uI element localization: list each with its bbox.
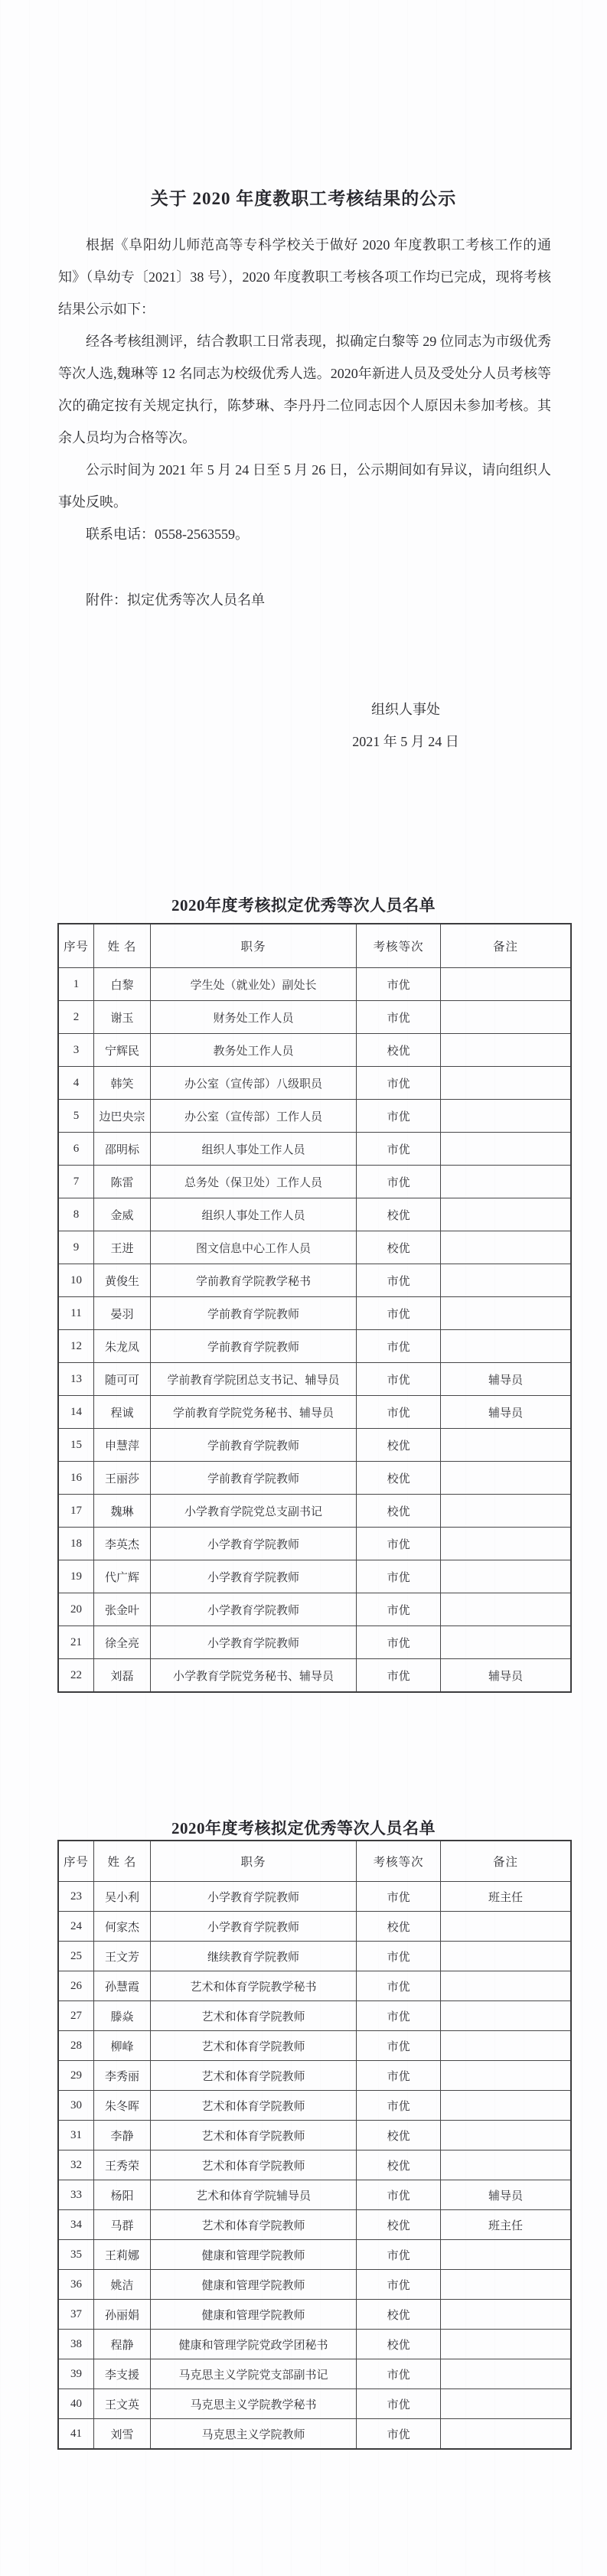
cell-grade: 校优 (357, 1231, 441, 1264)
cell-grade: 市优 (357, 1396, 441, 1429)
cell-index: 34 (58, 2210, 94, 2240)
cell-index: 19 (58, 1560, 94, 1593)
cell-grade: 市优 (357, 2419, 441, 2450)
cell-grade: 校优 (357, 1198, 441, 1231)
table-row (58, 1198, 571, 1231)
cell-position: 马克思主义学院教学秘书 (150, 2389, 356, 2419)
cell-index: 26 (58, 1971, 94, 2001)
table-row (58, 1396, 571, 1429)
cell-remark (441, 2359, 571, 2389)
cell-name: 金威 (94, 1198, 151, 1231)
cell-grade: 校优 (357, 2150, 441, 2180)
column-header: 序号 (58, 924, 94, 968)
cell-remark (441, 1198, 571, 1231)
cell-name: 韩笑 (94, 1067, 151, 1100)
cell-grade: 校优 (357, 1912, 441, 1942)
cell-position: 艺术和体育学院教师 (150, 2091, 356, 2121)
column-header: 考核等次 (357, 924, 441, 968)
cell-position: 学前教育学院党务秘书、辅导员 (150, 1396, 356, 1429)
roster-table-2 (57, 1840, 572, 2450)
table-row (58, 2121, 571, 2150)
cell-position: 办公室（宣传部）工作人员 (150, 1100, 356, 1133)
cell-grade: 市优 (357, 1001, 441, 1034)
cell-index: 13 (58, 1363, 94, 1396)
table-row (58, 1133, 571, 1166)
column-header: 职务 (150, 1841, 356, 1882)
column-header: 姓 名 (94, 1841, 151, 1882)
column-header: 备注 (441, 1841, 571, 1882)
cell-index: 6 (58, 1133, 94, 1166)
paragraph-attachment: 附件：拟定优秀等次人员名单 (86, 592, 265, 608)
cell-name: 李英杰 (94, 1528, 151, 1560)
cell-index: 14 (58, 1396, 94, 1429)
table-row (58, 2061, 571, 2091)
cell-index: 36 (58, 2270, 94, 2300)
cell-name: 代广辉 (94, 1560, 151, 1593)
cell-remark (441, 1001, 571, 1034)
cell-index: 38 (58, 2330, 94, 2359)
cell-name: 王文芳 (94, 1942, 151, 1971)
table-header-row (58, 924, 571, 968)
cell-index: 35 (58, 2240, 94, 2270)
cell-grade: 市优 (357, 2091, 441, 2121)
column-header: 考核等次 (357, 1841, 441, 1882)
cell-remark (441, 2419, 571, 2450)
table-row (58, 968, 571, 1001)
cell-remark (441, 2001, 571, 2031)
table-row (58, 1297, 571, 1330)
cell-grade: 市优 (357, 1971, 441, 2001)
table-row (58, 1560, 571, 1593)
cell-position: 学前教育学院教师 (150, 1330, 356, 1363)
cell-position: 小学教育学院教师 (150, 1560, 356, 1593)
cell-grade: 校优 (357, 2210, 441, 2240)
cell-name: 孙慧霞 (94, 1971, 151, 2001)
cell-position: 办公室（宣传部）八级职员 (150, 1067, 356, 1100)
cell-position: 图文信息中心工作人员 (150, 1231, 356, 1264)
cell-index: 17 (58, 1495, 94, 1528)
table-row (58, 1034, 571, 1067)
cell-grade: 市优 (357, 2001, 441, 2031)
cell-name: 吴小利 (94, 1882, 151, 1912)
cell-position: 组织人事处工作人员 (150, 1133, 356, 1166)
cell-position: 总务处（保卫处）工作人员 (150, 1166, 356, 1198)
cell-name: 朱冬晖 (94, 2091, 151, 2121)
column-header: 序号 (58, 1841, 94, 1882)
roster-table-1 (57, 923, 572, 1693)
cell-grade: 市优 (357, 1166, 441, 1198)
cell-name: 李支援 (94, 2359, 151, 2389)
table-row (58, 2091, 571, 2121)
table-row (58, 1626, 571, 1659)
cell-remark (441, 2061, 571, 2091)
cell-remark (441, 1429, 571, 1462)
cell-grade: 校优 (357, 1429, 441, 1462)
cell-grade: 市优 (357, 2061, 441, 2091)
cell-grade: 市优 (357, 1100, 441, 1133)
cell-grade: 市优 (357, 1626, 441, 1659)
cell-name: 姚洁 (94, 2270, 151, 2300)
cell-grade: 市优 (357, 1528, 441, 1560)
paragraph-results: 经各考核组测评，结合教职工日常表现，拟确定白黎等 29 位同志为市级优秀等次人选,魏琳等 12 名同志为校级优秀人选。2020年新进人员及受处分人员考核等次的确定按有关规定执行，陈梦琳、李丹丹二位同志因个人原因未参加考核。其余人员均为合格等次。 (58, 334, 551, 445)
cell-name: 孙丽娟 (94, 2300, 151, 2330)
cell-grade: 市优 (357, 1067, 441, 1100)
cell-name: 晏羽 (94, 1297, 151, 1330)
cell-remark (441, 1912, 571, 1942)
cell-name: 朱龙凤 (94, 1330, 151, 1363)
cell-grade: 市优 (357, 1882, 441, 1912)
cell-remark (441, 2121, 571, 2150)
cell-position: 教务处工作人员 (150, 1034, 356, 1067)
cell-grade: 市优 (357, 968, 441, 1001)
cell-remark: 辅导员 (441, 1363, 571, 1396)
cell-name: 李静 (94, 2121, 151, 2150)
cell-grade: 市优 (357, 2031, 441, 2061)
cell-grade: 市优 (357, 2180, 441, 2210)
cell-grade: 校优 (357, 2121, 441, 2150)
cell-position: 艺术和体育学院教师 (150, 2150, 356, 2180)
cell-name: 张金叶 (94, 1593, 151, 1626)
cell-index: 33 (58, 2180, 94, 2210)
cell-index: 10 (58, 1264, 94, 1297)
cell-name: 边巴央宗 (94, 1100, 151, 1133)
cell-name: 王莉娜 (94, 2240, 151, 2270)
cell-name: 王丽莎 (94, 1462, 151, 1495)
roster-table-1-title: 2020年度考核拟定优秀等次人员名单 (171, 896, 436, 915)
cell-remark (441, 1100, 571, 1133)
cell-grade: 校优 (357, 2300, 441, 2330)
table-row (58, 1166, 571, 1198)
cell-position: 艺术和体育学院教师 (150, 2001, 356, 2031)
cell-index: 2 (58, 1001, 94, 1034)
table-row (58, 1231, 571, 1264)
cell-index: 20 (58, 1593, 94, 1626)
cell-position: 组织人事处工作人员 (150, 1198, 356, 1231)
cell-remark (441, 1297, 571, 1330)
cell-index: 30 (58, 2091, 94, 2121)
cell-name: 申慧萍 (94, 1429, 151, 1462)
document-body (58, 229, 551, 616)
table-row (58, 1593, 571, 1626)
signature-department: 组织人事处 (371, 702, 440, 717)
cell-name: 徐全亮 (94, 1626, 151, 1659)
cell-position: 小学教育学院党务秘书、辅导员 (150, 1659, 356, 1693)
cell-index: 15 (58, 1429, 94, 1462)
table-row (58, 1100, 571, 1133)
cell-name: 王进 (94, 1231, 151, 1264)
cell-grade: 校优 (357, 1495, 441, 1528)
cell-remark (441, 1593, 571, 1626)
cell-name: 魏琳 (94, 1495, 151, 1528)
cell-position: 小学教育学院教师 (150, 1882, 356, 1912)
cell-name: 何家杰 (94, 1912, 151, 1942)
cell-remark: 辅导员 (441, 2180, 571, 2210)
cell-position: 健康和管理学院党政学团秘书 (150, 2330, 356, 2359)
cell-index: 21 (58, 1626, 94, 1659)
cell-remark (441, 2031, 571, 2061)
cell-position: 健康和管理学院教师 (150, 2300, 356, 2330)
cell-position: 马克思主义学院教师 (150, 2419, 356, 2450)
table-row (58, 1067, 571, 1100)
cell-position: 小学教育学院党总支副书记 (150, 1495, 356, 1528)
cell-name: 黄俊生 (94, 1264, 151, 1297)
cell-remark: 辅导员 (441, 1396, 571, 1429)
paragraph-contact-phone: 联系电话：0558-2563559。 (86, 527, 249, 542)
table-row (58, 2031, 571, 2061)
cell-grade: 市优 (357, 1264, 441, 1297)
cell-name: 白黎 (94, 968, 151, 1001)
table-row (58, 1882, 571, 1912)
table-row (58, 1528, 571, 1560)
cell-position: 小学教育学院教师 (150, 1626, 356, 1659)
cell-index: 3 (58, 1034, 94, 1067)
table-row (58, 2150, 571, 2180)
cell-position: 小学教育学院教师 (150, 1593, 356, 1626)
cell-grade: 校优 (357, 1034, 441, 1067)
table-row (58, 2240, 571, 2270)
cell-index: 12 (58, 1330, 94, 1363)
cell-index: 7 (58, 1166, 94, 1198)
table-row (58, 2180, 571, 2210)
table-row (58, 1001, 571, 1034)
cell-name: 刘磊 (94, 1659, 151, 1693)
table-row (58, 1264, 571, 1297)
cell-remark (441, 2240, 571, 2270)
cell-name: 柳峰 (94, 2031, 151, 2061)
cell-index: 27 (58, 2001, 94, 2031)
cell-index: 23 (58, 1882, 94, 1912)
cell-remark (441, 1971, 571, 2001)
cell-remark (441, 2150, 571, 2180)
cell-index: 4 (58, 1067, 94, 1100)
cell-position: 学前教育学院教学秘书 (150, 1264, 356, 1297)
cell-index: 40 (58, 2389, 94, 2419)
cell-position: 健康和管理学院教师 (150, 2240, 356, 2270)
column-header: 姓 名 (94, 924, 151, 968)
cell-index: 41 (58, 2419, 94, 2450)
table-row (58, 2419, 571, 2450)
cell-remark: 辅导员 (441, 1659, 571, 1693)
cell-remark (441, 1528, 571, 1560)
cell-remark (441, 2091, 571, 2121)
cell-name: 杨阳 (94, 2180, 151, 2210)
table-row (58, 1429, 571, 1462)
cell-index: 39 (58, 2359, 94, 2389)
cell-position: 艺术和体育学院教师 (150, 2061, 356, 2091)
cell-index: 28 (58, 2031, 94, 2061)
table-row (58, 1659, 571, 1693)
signature-date: 2021 年 5 月 24 日 (352, 734, 459, 749)
cell-remark (441, 1462, 571, 1495)
cell-remark (441, 1231, 571, 1264)
cell-grade: 市优 (357, 2270, 441, 2300)
cell-grade: 校优 (357, 2330, 441, 2359)
cell-index: 9 (58, 1231, 94, 1264)
cell-remark (441, 1166, 571, 1198)
cell-remark (441, 1942, 571, 1971)
cell-name: 随可可 (94, 1363, 151, 1396)
cell-position: 小学教育学院教师 (150, 1912, 356, 1942)
cell-name: 滕焱 (94, 2001, 151, 2031)
table-row (58, 2300, 571, 2330)
table-header-row (58, 1841, 571, 1882)
cell-name: 王文英 (94, 2389, 151, 2419)
cell-remark (441, 1067, 571, 1100)
cell-grade: 市优 (357, 1330, 441, 1363)
cell-index: 32 (58, 2150, 94, 2180)
cell-position: 艺术和体育学院教学秘书 (150, 1971, 356, 2001)
cell-index: 16 (58, 1462, 94, 1495)
table-row (58, 1462, 571, 1495)
cell-position: 艺术和体育学院教师 (150, 2210, 356, 2240)
cell-grade: 市优 (357, 1593, 441, 1626)
cell-name: 程静 (94, 2330, 151, 2359)
cell-position: 艺术和体育学院教师 (150, 2121, 356, 2150)
cell-name: 宁辉民 (94, 1034, 151, 1067)
cell-grade: 市优 (357, 1942, 441, 1971)
table-row (58, 1330, 571, 1363)
cell-remark (441, 1495, 571, 1528)
cell-position: 马克思主义学院党支部副书记 (150, 2359, 356, 2389)
table-row (58, 1495, 571, 1528)
roster-table-2-title: 2020年度考核拟定优秀等次人员名单 (171, 1819, 436, 1838)
table-row (58, 2210, 571, 2240)
cell-position: 学生处（就业处）副处长 (150, 968, 356, 1001)
cell-index: 22 (58, 1659, 94, 1693)
cell-position: 学前教育学院团总支书记、辅导员 (150, 1363, 356, 1396)
cell-name: 马群 (94, 2210, 151, 2240)
cell-name: 陈雷 (94, 1166, 151, 1198)
table-row (58, 2330, 571, 2359)
cell-position: 继续教育学院教师 (150, 1942, 356, 1971)
cell-remark (441, 1626, 571, 1659)
cell-position: 健康和管理学院教师 (150, 2270, 356, 2300)
table-row (58, 2270, 571, 2300)
cell-position: 艺术和体育学院辅导员 (150, 2180, 356, 2210)
table-row (58, 1942, 571, 1971)
table-row (58, 1363, 571, 1396)
column-header: 职务 (150, 924, 356, 968)
cell-name: 王秀荣 (94, 2150, 151, 2180)
cell-remark (441, 1330, 571, 1363)
cell-grade: 市优 (357, 1560, 441, 1593)
cell-position: 财务处工作人员 (150, 1001, 356, 1034)
cell-grade: 市优 (357, 1363, 441, 1396)
cell-remark (441, 2389, 571, 2419)
cell-grade: 市优 (357, 2359, 441, 2389)
cell-position: 学前教育学院教师 (150, 1462, 356, 1495)
cell-grade: 市优 (357, 2389, 441, 2419)
cell-index: 18 (58, 1528, 94, 1560)
cell-name: 谢玉 (94, 1001, 151, 1034)
paragraph-basis: 根据《阜阳幼儿师范高等专科学校关于做好 2020 年度教职工考核工作的通知》（阜幼专〔2021〕38 号），2020 年度教职工考核各项工作均已完成，现将考核结果公示如下： (58, 237, 551, 317)
cell-grade: 市优 (357, 1659, 441, 1693)
cell-index: 31 (58, 2121, 94, 2150)
cell-remark (441, 2330, 571, 2359)
cell-remark (441, 1264, 571, 1297)
cell-index: 1 (58, 968, 94, 1001)
cell-position: 学前教育学院教师 (150, 1297, 356, 1330)
cell-remark (441, 968, 571, 1001)
cell-grade: 市优 (357, 2240, 441, 2270)
signature-block (321, 693, 490, 758)
cell-grade: 市优 (357, 1297, 441, 1330)
cell-remark (441, 2300, 571, 2330)
cell-position: 艺术和体育学院教师 (150, 2031, 356, 2061)
table-row (58, 2001, 571, 2031)
table-row (58, 1912, 571, 1942)
cell-index: 5 (58, 1100, 94, 1133)
column-header: 备注 (441, 924, 571, 968)
cell-grade: 校优 (357, 1462, 441, 1495)
table-row (58, 1971, 571, 2001)
cell-remark: 班主任 (441, 2210, 571, 2240)
table-row (58, 2359, 571, 2389)
cell-index: 37 (58, 2300, 94, 2330)
paragraph-publicity-period: 公示时间为 2021 年 5 月 24 日至 5 月 26 日，公示期间如有异议，请向组织人事处反映。 (58, 462, 551, 510)
cell-position: 学前教育学院教师 (150, 1429, 356, 1462)
table-row (58, 2389, 571, 2419)
cell-name: 李秀丽 (94, 2061, 151, 2091)
cell-name: 刘雪 (94, 2419, 151, 2450)
cell-name: 程诚 (94, 1396, 151, 1429)
cell-index: 25 (58, 1942, 94, 1971)
cell-index: 8 (58, 1198, 94, 1231)
cell-position: 小学教育学院教师 (150, 1528, 356, 1560)
cell-remark (441, 1133, 571, 1166)
cell-grade: 市优 (357, 1133, 441, 1166)
cell-index: 11 (58, 1297, 94, 1330)
document-title: 关于 2020 年度教职工考核结果的公示 (150, 189, 457, 209)
cell-remark (441, 2270, 571, 2300)
cell-remark: 班主任 (441, 1882, 571, 1912)
cell-index: 24 (58, 1912, 94, 1942)
cell-remark (441, 1034, 571, 1067)
cell-name: 邵明标 (94, 1133, 151, 1166)
cell-remark (441, 1560, 571, 1593)
cell-index: 29 (58, 2061, 94, 2091)
